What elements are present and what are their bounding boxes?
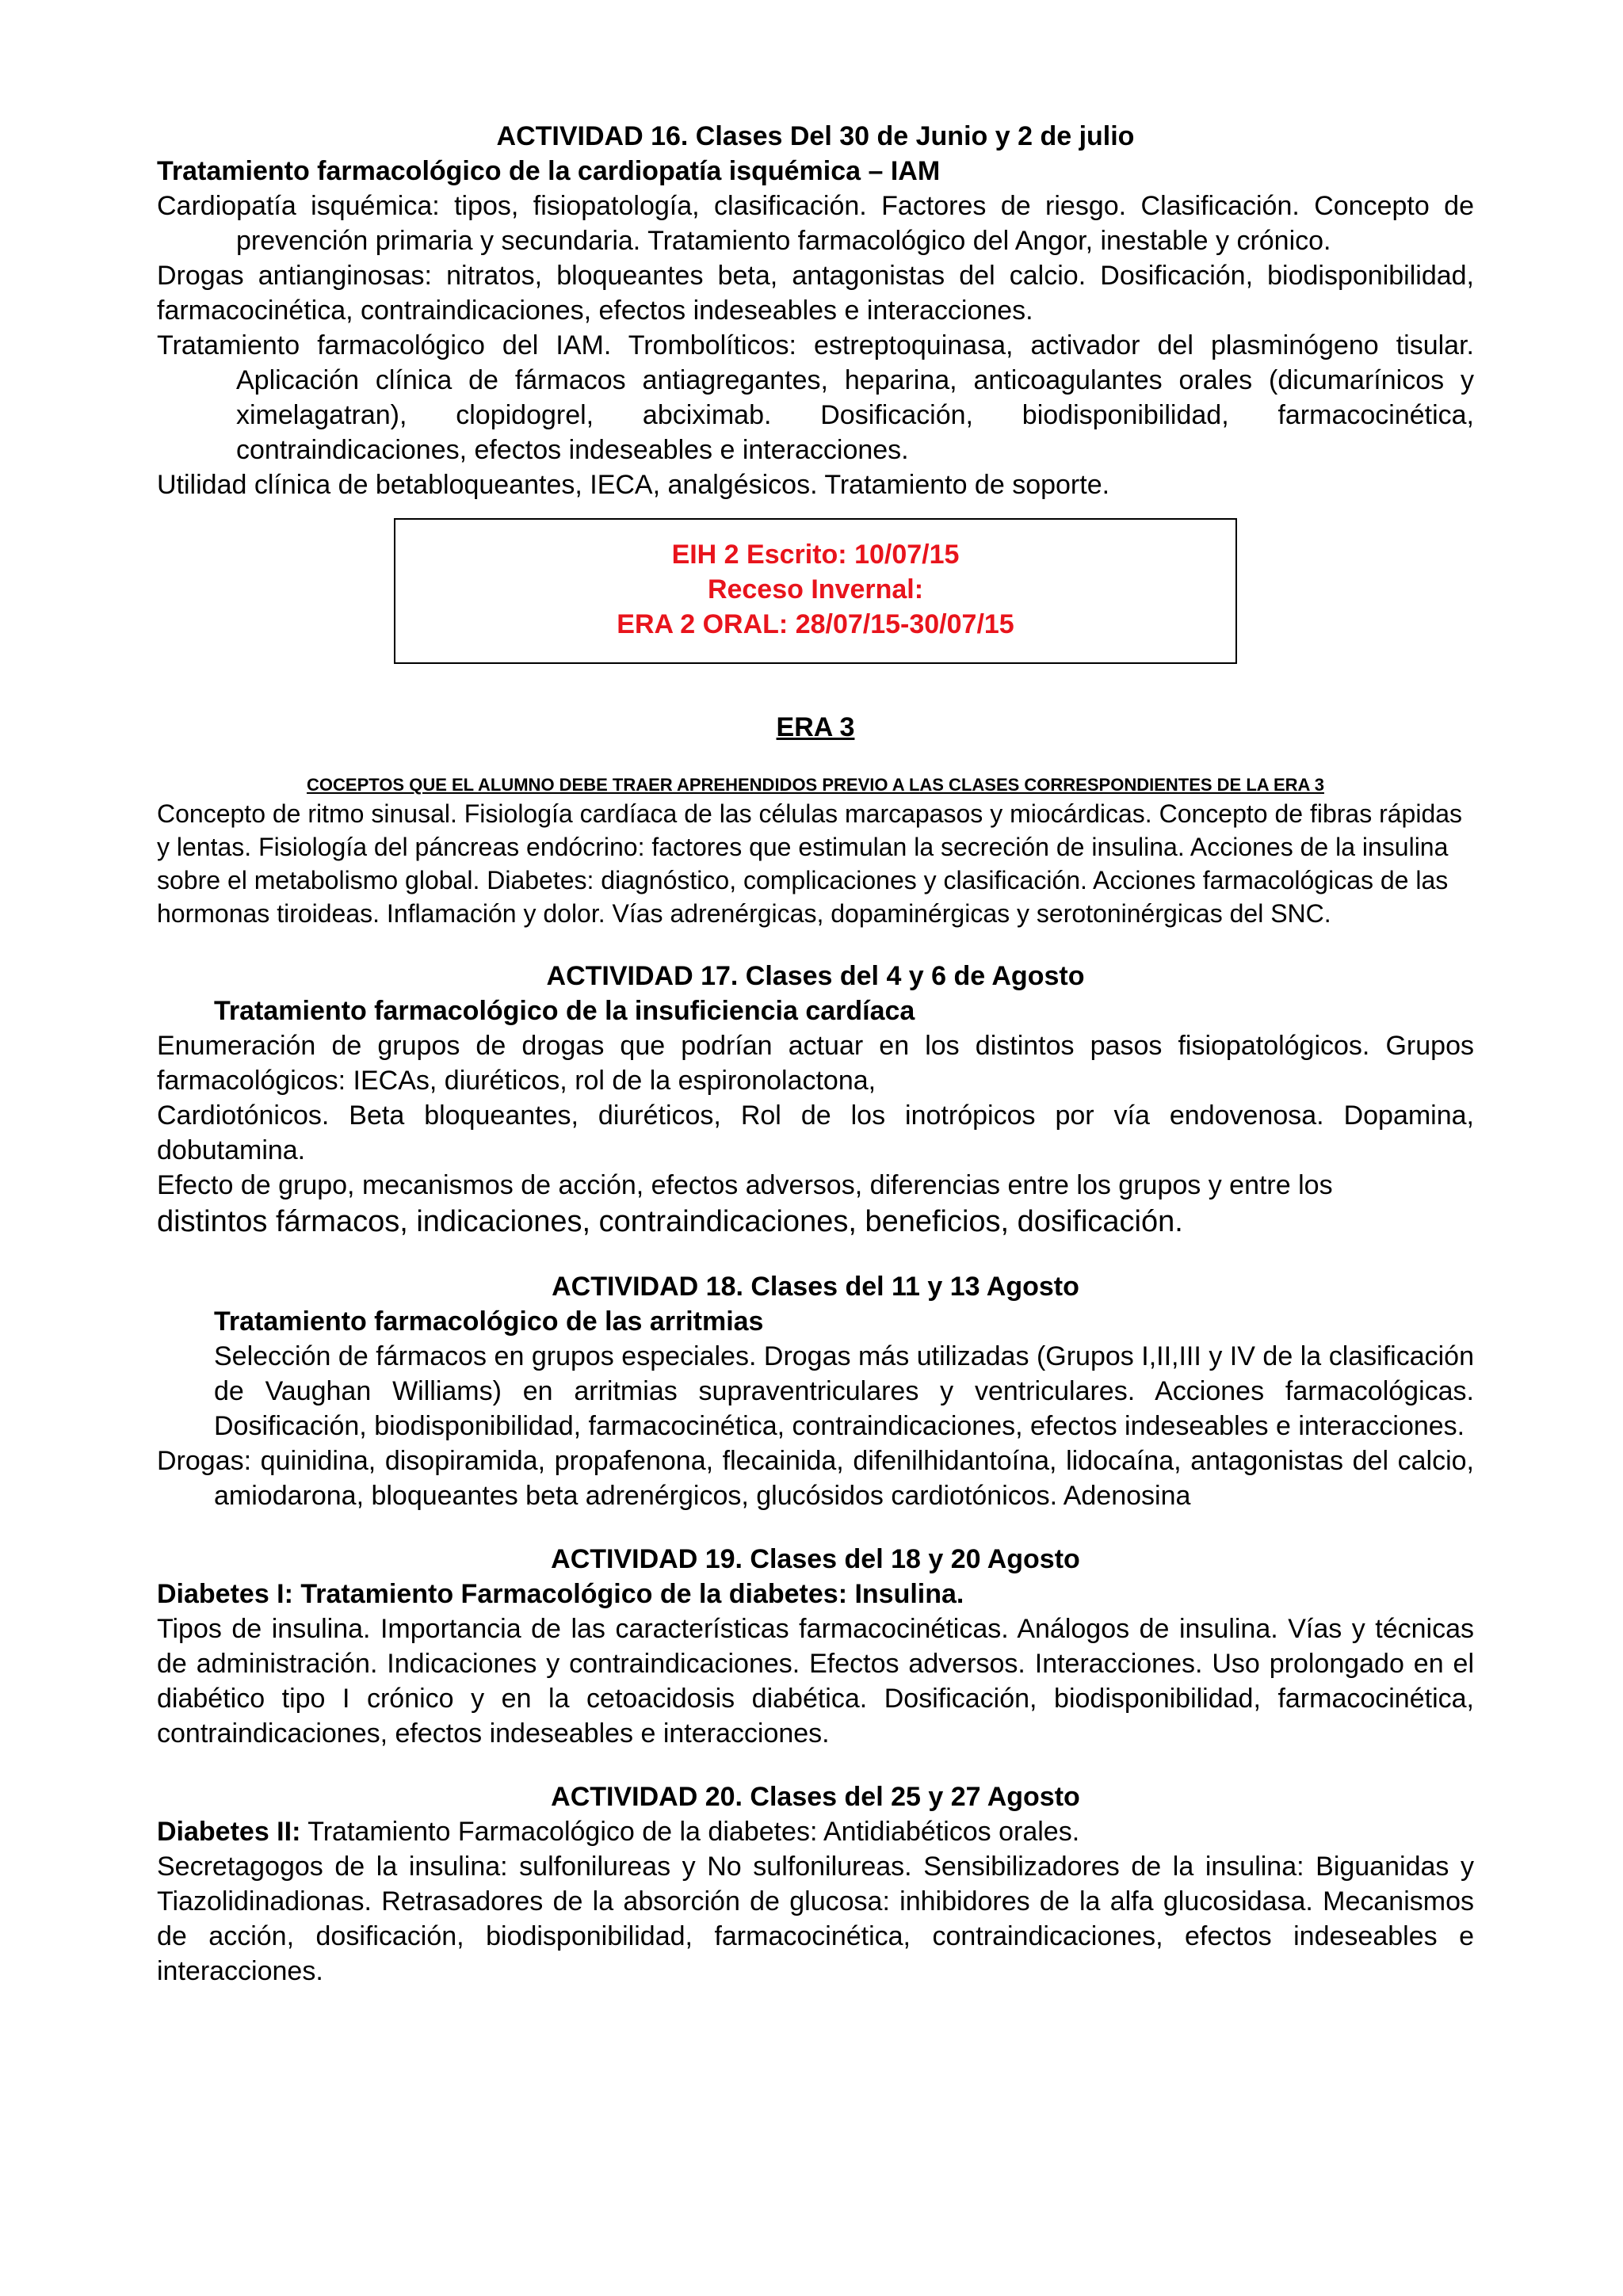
activity-18 [157, 1269, 1474, 1513]
activity-19-paragraph-1: Tipos de insulina. Importancia de las características farmacocinéticas. Análogos de insulina. Vías y técnicas de administración. Indicaciones y contraindicaciones. Efectos adversos. Interacciones. Uso prolongado en el diabético tipo I crónico y en la cetoacidosis diabética. Dosificación, biodisponibilidad, farmacocinética, contraindicaciones, efectos indeseables e interacciones. [157, 1614, 1474, 1749]
exam-dates-box [394, 518, 1237, 664]
activity-18-title: ACTIVIDAD 18. Clases del 11 y 13 Agosto [552, 1272, 1079, 1302]
activity-17 [157, 959, 1474, 1241]
activity-18-subtitle: Tratamiento farmacológico de las arritmias [214, 1306, 764, 1337]
activity-17-paragraph-3: Efecto de grupo, mecanismos de acción, efectos adversos, diferencias entre los grupos y entre los [157, 1170, 1333, 1200]
era-3 [157, 710, 1474, 930]
activity-17-paragraph-2: Cardiotónicos. Beta bloqueantes, diuréticos, Rol de los inotrópicos por vía endovenosa. Dopamina, dobutamina. [157, 1100, 1474, 1165]
activity-17-paragraph-1: Enumeración de grupos de drogas que podrían actuar en los distintos pasos fisiopatológicos. Grupos farmacológicos: IECAs, diuréticos, rol de la espironolactona, [157, 1031, 1474, 1096]
activity-17-paragraph-4: distintos fármacos, indicaciones, contraindicaciones, beneficios, dosificación. [157, 1205, 1183, 1238]
activity-20 [157, 1779, 1474, 1989]
activity-16-paragraph-4: Utilidad clínica de betabloqueantes, IECA, analgésicos. Tratamiento de soporte. [157, 470, 1110, 500]
activity-20-subtitle [157, 1814, 1474, 1849]
document-content [157, 119, 1474, 1989]
era-3-title: ERA 3 [776, 712, 855, 742]
era-3-text: Concepto de ritmo sinusal. Fisiología cardíaca de las células marcapasos y miocárdicas. Concepto de fibras rápidas y lentas. Fisiología del páncreas endócrino: factores que estimulan la secreción de insulina. Acciones de la insulina sobre el metabolismo global. Diabetes: diagnóstico, complicaciones y clasificación. Acciones farmacológicas de las hormonas tiroideas. Inflamación y dolor. Vías adrenérgicas, dopaminérgicas y serotoninérgicas del SNC. [157, 799, 1463, 928]
activity-17-title: ACTIVIDAD 17. Clases del 4 y 6 de Agosto [546, 961, 1085, 991]
activity-20-title: ACTIVIDAD 20. Clases del 25 y 27 Agosto [551, 1782, 1080, 1812]
activity-19 [157, 1542, 1474, 1751]
activity-20-paragraph-1: Secretagogos de la insulina: sulfonilureas y No sulfonilureas. Sensibilizadores de la insulina: Biguanidas y Tiazolidinadionas. Retrasadores de la absorción de glucosa: inhibidores de la alfa glucosidasa. Mecanismos de acción, dosificación, biodisponibilidad, farmacocinética, contraindicaciones, efectos indeseables e interacciones. [157, 1852, 1474, 1986]
exam-line-era2: ERA 2 ORAL: 28/07/15-30/07/15 [617, 609, 1014, 639]
activity-19-subtitle: Diabetes I: Tratamiento Farmacológico de la diabetes: Insulina. [157, 1579, 964, 1609]
activity-16-paragraph-3: Tratamiento farmacológico del IAM. Trombolíticos: estreptoquinasa, activador del plasminógeno tisular. Aplicación clínica de fármacos antiagregantes, heparina, anticoagulantes orales (dicumarínicos y ximelagatran), clopidogrel, abciximab. Dosificación, biodisponibilidad, farmacocinética, contraindicaciones, efectos indeseables e interacciones. [157, 330, 1474, 465]
activity-20-subtitle-bold: Diabetes II: [157, 1817, 301, 1847]
exam-line-eih2: EIH 2 Escrito: 10/07/15 [671, 540, 960, 570]
activity-16-title: ACTIVIDAD 16. Clases Del 30 de Junio y 2 de julio [496, 121, 1135, 151]
activity-18-paragraph-1: Selección de fármacos en grupos especiales. Drogas más utilizadas (Grupos I,II,III y IV de la clasificación de Vaughan Williams) en arritmias supraventriculares y ventriculares. Acciones farmacológicas. Dosificación, biodisponibilidad, farmacocinética, contraindicaciones, efectos indeseables e interacciones. [214, 1341, 1474, 1441]
activity-20-subtitle-rest: Tratamiento Farmacológico de la diabetes: Antidiabéticos orales. [300, 1817, 1080, 1847]
era-3-note: COCEPTOS QUE EL ALUMNO DEBE TRAER APREHENDIDOS PREVIO A LAS CLASES CORRESPONDIENTES DE LA ERA 3 [307, 775, 1324, 795]
activity-19-title: ACTIVIDAD 19. Clases del 18 y 20 Agosto [551, 1544, 1080, 1574]
activity-16-paragraph-2: Drogas antianginosas: nitratos, bloqueantes beta, antagonistas del calcio. Dosificación, biodisponibilidad, farmacocinética, contraindicaciones, efectos indeseables e interacciones. [157, 261, 1474, 326]
activity-16 [157, 119, 1474, 502]
activity-16-subtitle: Tratamiento farmacológico de la cardiopatía isquémica – IAM [157, 156, 941, 186]
activity-17-subtitle: Tratamiento farmacológico de la insuficiencia cardíaca [214, 996, 915, 1026]
exam-line-receso: Receso Invernal: [707, 574, 924, 605]
activity-16-paragraph-1: Cardiopatía isquémica: tipos, fisiopatología, clasificación. Factores de riesgo. Clasificación. Concepto de prevención primaria y secundaria. Tratamiento farmacológico del Angor, inestable y crónico. [157, 191, 1474, 256]
activity-18-paragraph-2: Drogas: quinidina, disopiramida, propafenona, flecainida, difenilhidantoína, lidocaína, antagonistas del calcio, amiodarona, bloqueantes beta adrenérgicos, glucósidos cardiotónicos. Adenosina [157, 1446, 1474, 1511]
